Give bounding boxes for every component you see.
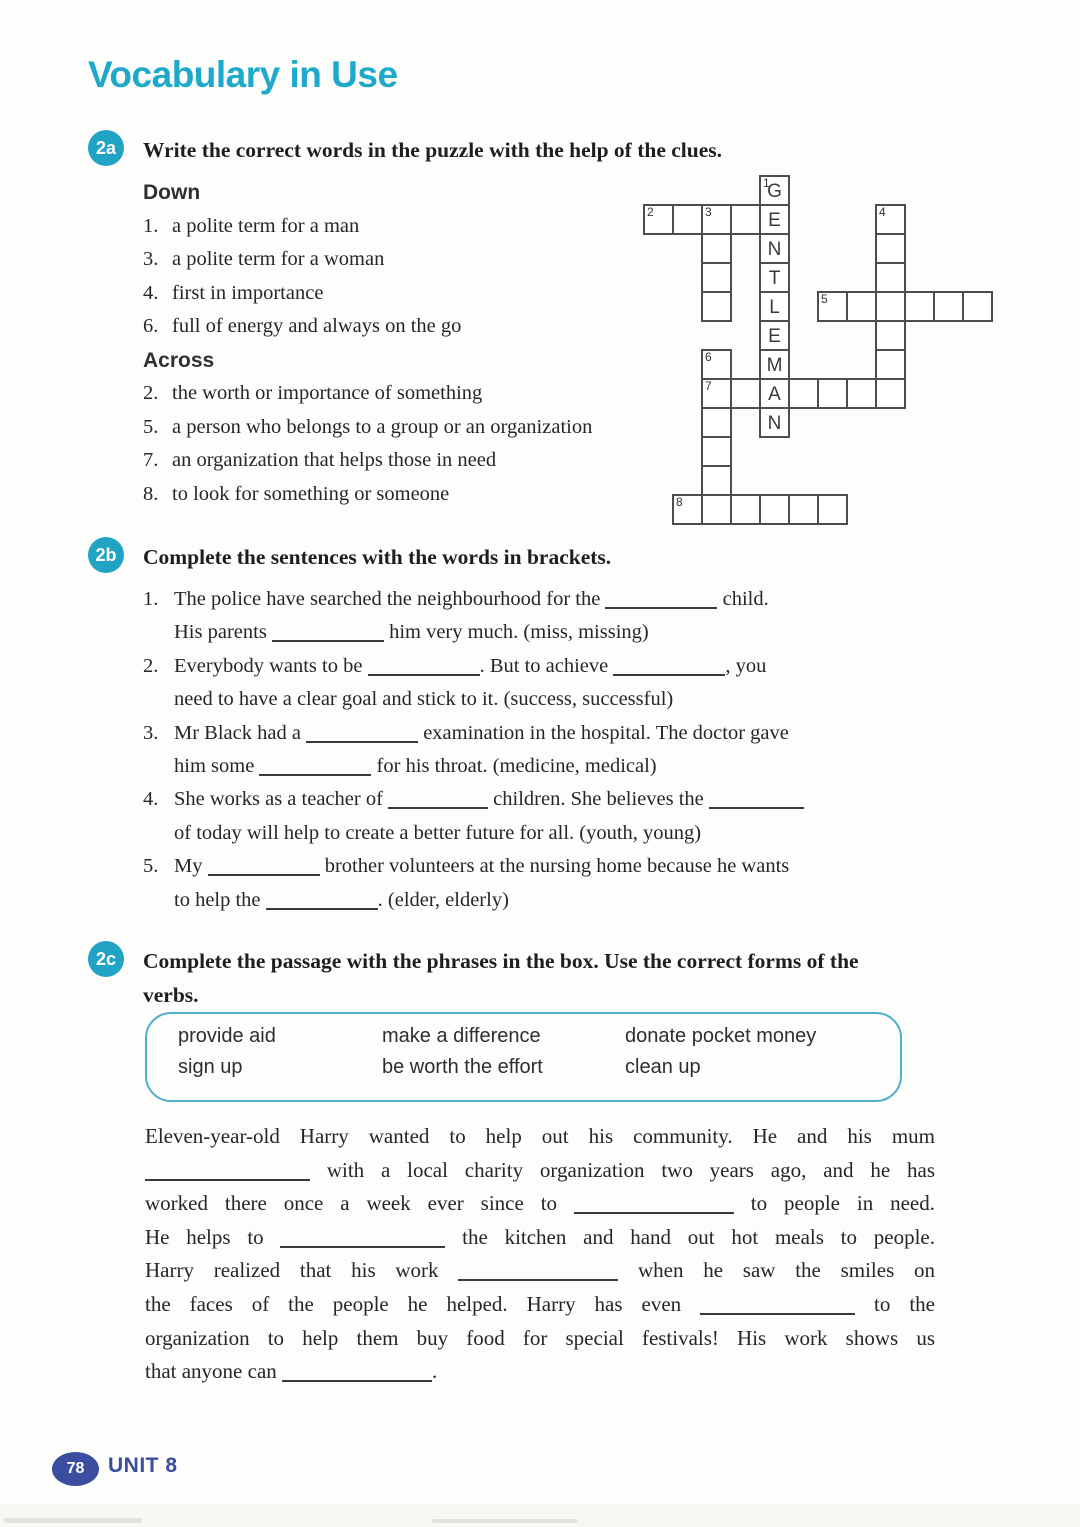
crossword-cell <box>701 233 732 264</box>
cell-number: 3 <box>705 205 712 219</box>
sentence-text: Everybody wants to be . But to achieve , you need to have a clear goal and stick to it. (success, successful) <box>174 654 767 711</box>
clue-item <box>143 243 703 277</box>
clue-number: 7. <box>143 449 159 471</box>
sentence-item <box>143 717 988 784</box>
fill-in-blank <box>368 660 480 676</box>
page-number-badge: 78 <box>52 1452 99 1486</box>
fill-in-blank <box>709 793 804 809</box>
exercise-2c-instruction-line2: verbs. <box>143 982 199 1007</box>
passage-line: Harry realized that his work when he saw the smiles on <box>145 1258 936 1283</box>
crossword-cell <box>875 291 906 322</box>
cell-number: 7 <box>705 379 712 393</box>
crossword-cell <box>759 494 790 525</box>
down-label: Down <box>143 181 201 204</box>
crossword-cell <box>759 204 790 235</box>
crossword-cell <box>904 291 935 322</box>
cell-letter: T <box>768 267 781 289</box>
crossword-cell <box>817 378 848 409</box>
cell-number: 2 <box>647 205 654 219</box>
phrase-item: provide aid <box>178 1025 276 1047</box>
clue-text: a polite term for a man <box>172 214 360 237</box>
phrase-item: clean up <box>625 1056 701 1078</box>
crossword-puzzle <box>643 175 995 527</box>
exercise-2a-instruction: Write the correct words in the puzzle with the help of the clues. <box>143 138 723 162</box>
unit-label: UNIT 8 <box>108 1454 178 1477</box>
exercise-2b-badge: 2b <box>88 537 124 573</box>
phrase-box <box>145 1012 902 1102</box>
across-clues-list <box>143 377 703 511</box>
cell-letter: N <box>767 238 782 260</box>
fill-in-blank <box>700 1299 855 1315</box>
crossword-cell <box>875 378 906 409</box>
scan-edge-band <box>0 1504 1080 1527</box>
crossword-cell <box>672 204 703 235</box>
clue-text: to look for something or someone <box>172 482 450 505</box>
sentence-item <box>143 583 988 650</box>
crossword-cell <box>672 494 703 525</box>
passage-line: with a local charity organization two years ago, and he has <box>145 1154 935 1188</box>
clue-number: 8. <box>143 482 159 505</box>
passage-line: Eleven-year-old Harry wanted to help out his community. He and his mum <box>145 1124 935 1148</box>
passage-line: worked there once a week ever since to to people in need. <box>145 1191 935 1216</box>
cell-number: 4 <box>879 205 886 219</box>
crossword-cell <box>846 291 877 322</box>
clue-item <box>143 277 703 311</box>
clue-item <box>143 310 703 344</box>
crossword-cell <box>759 262 790 293</box>
fill-in-blank <box>282 1366 432 1382</box>
crossword-cell <box>701 349 732 380</box>
cell-number: 6 <box>705 350 712 364</box>
passage-line: the faces of the people he helped. Harry has even to the <box>145 1291 935 1316</box>
fill-in-blank <box>259 760 371 776</box>
crossword-cell <box>643 204 674 235</box>
clue-item <box>143 377 703 411</box>
crossword-cell <box>788 378 819 409</box>
fill-in-blank <box>266 894 378 910</box>
crossword-cell <box>759 378 790 409</box>
clue-item <box>143 411 703 445</box>
crossword-cell <box>875 233 906 264</box>
cell-letter: M <box>766 354 783 376</box>
sentence-number: 4. <box>143 788 159 811</box>
crossword-cell <box>730 204 761 235</box>
crossword-cell <box>788 494 819 525</box>
sentence-text: Mr Black had a examination in the hospital. The doctor gave him some for his throat. (medicine, medical) <box>174 721 789 778</box>
clue-text: a polite term for a woman <box>172 248 385 270</box>
cell-letter: A <box>768 383 781 405</box>
sentence-item <box>143 650 988 717</box>
clue-item <box>143 444 703 478</box>
exercise-2c-badge: 2c <box>88 941 124 977</box>
crossword-cell <box>730 494 761 525</box>
down-clues-list <box>143 210 703 344</box>
crossword-cell <box>759 291 790 322</box>
fill-in-blank <box>574 1198 734 1214</box>
crossword-cell <box>701 378 732 409</box>
cell-letter: N <box>767 412 782 434</box>
crossword-cell <box>759 320 790 351</box>
cell-letter: E <box>768 209 781 231</box>
passage <box>145 1120 935 1389</box>
sentence-exercise-list <box>143 583 988 917</box>
phrase-item: donate pocket money <box>625 1025 817 1047</box>
crossword-cell <box>701 494 732 525</box>
across-label: Across <box>143 348 215 372</box>
clue-number: 3. <box>143 248 159 270</box>
phrase-item: make a difference <box>382 1025 541 1047</box>
crossword-cell <box>759 349 790 380</box>
crossword-cell <box>875 320 906 351</box>
crossword-cell <box>933 291 964 322</box>
passage-line: that anyone can . <box>145 1359 438 1384</box>
crossword-cell <box>759 175 790 206</box>
crossword-cell <box>701 204 732 235</box>
exercise-2b-instruction: Complete the sentences with the words in brackets. <box>143 545 612 569</box>
crossword-cell <box>701 465 732 496</box>
clue-number: 5. <box>143 415 159 438</box>
clue-text: an organization that helps those in need <box>172 449 497 471</box>
clue-number: 2. <box>143 382 159 404</box>
crossword-cell <box>817 494 848 525</box>
page-title: Vocabulary in Use <box>88 54 398 95</box>
sentence-text: The police have searched the neighbourhood for the child. His parents him very much. (miss, missing) <box>174 588 769 644</box>
crossword-cell <box>701 407 732 438</box>
clue-item <box>143 210 703 244</box>
fill-in-blank <box>280 1232 445 1248</box>
cell-letter: E <box>768 325 781 347</box>
sentence-number: 5. <box>143 855 159 878</box>
crossword-cell <box>875 349 906 380</box>
crossword-cell <box>730 378 761 409</box>
sentence-number: 3. <box>143 721 159 744</box>
clue-number: 4. <box>143 281 159 304</box>
crossword-cell <box>701 436 732 467</box>
clue-text: a person who belongs to a group or an organization <box>172 415 593 438</box>
sentence-item <box>143 850 988 917</box>
clue-number: 6. <box>143 315 159 337</box>
fill-in-blank <box>272 626 384 642</box>
sentence-text: My brother volunteers at the nursing home because he wants to help the . (elder, elderly) <box>174 855 790 911</box>
scan-smudge <box>432 1519 578 1523</box>
crossword-cell <box>875 262 906 293</box>
passage-line: organization to help them buy food for special festivals! His work shows us <box>145 1325 935 1350</box>
clue-number: 1. <box>143 214 159 237</box>
clue-text: first in importance <box>172 281 324 304</box>
crossword-cell <box>846 378 877 409</box>
fill-in-blank <box>306 727 418 743</box>
exercise-2c-instruction <box>143 945 943 1012</box>
fill-in-blank <box>388 793 488 809</box>
fill-in-blank <box>208 860 320 876</box>
exercise-2a-badge: 2a <box>88 130 124 166</box>
sentence-item <box>143 783 988 850</box>
cell-number: 1 <box>763 176 770 190</box>
crossword-cell <box>759 407 790 438</box>
fill-in-blank <box>613 660 725 676</box>
fill-in-blank <box>605 593 717 609</box>
exercise-2c-instruction-line1: Complete the passage with the phrases in the box. Use the correct forms of the <box>143 949 859 973</box>
cell-letter: L <box>769 296 780 318</box>
passage-line: He helps to the kitchen and hand out hot meals to people. <box>145 1224 935 1249</box>
crossword-cell <box>817 291 848 322</box>
crossword-cell <box>701 262 732 293</box>
crossword-cell <box>759 233 790 264</box>
sentence-text: She works as a teacher of children. She believes the of today will help to create a better future for all. (youth, young) <box>174 783 988 850</box>
clues-panel <box>143 176 703 511</box>
crossword-cell <box>962 291 993 322</box>
phrase-item: be worth the effort <box>382 1056 543 1078</box>
sentence-number: 1. <box>143 588 159 610</box>
crossword-cell <box>875 204 906 235</box>
cell-number: 5 <box>821 292 828 306</box>
clue-text: full of energy and always on the go <box>172 315 462 337</box>
phrase-item: sign up <box>178 1056 243 1078</box>
sentence-number: 2. <box>143 654 159 677</box>
clue-text: the worth or importance of something <box>172 382 483 404</box>
crossword-cell <box>701 291 732 322</box>
cell-number: 8 <box>676 495 683 509</box>
clue-item <box>143 478 703 512</box>
fill-in-blank <box>458 1265 618 1281</box>
fill-in-blank <box>145 1165 310 1181</box>
cell-letter: G <box>767 180 782 202</box>
scan-smudge <box>4 1518 142 1523</box>
